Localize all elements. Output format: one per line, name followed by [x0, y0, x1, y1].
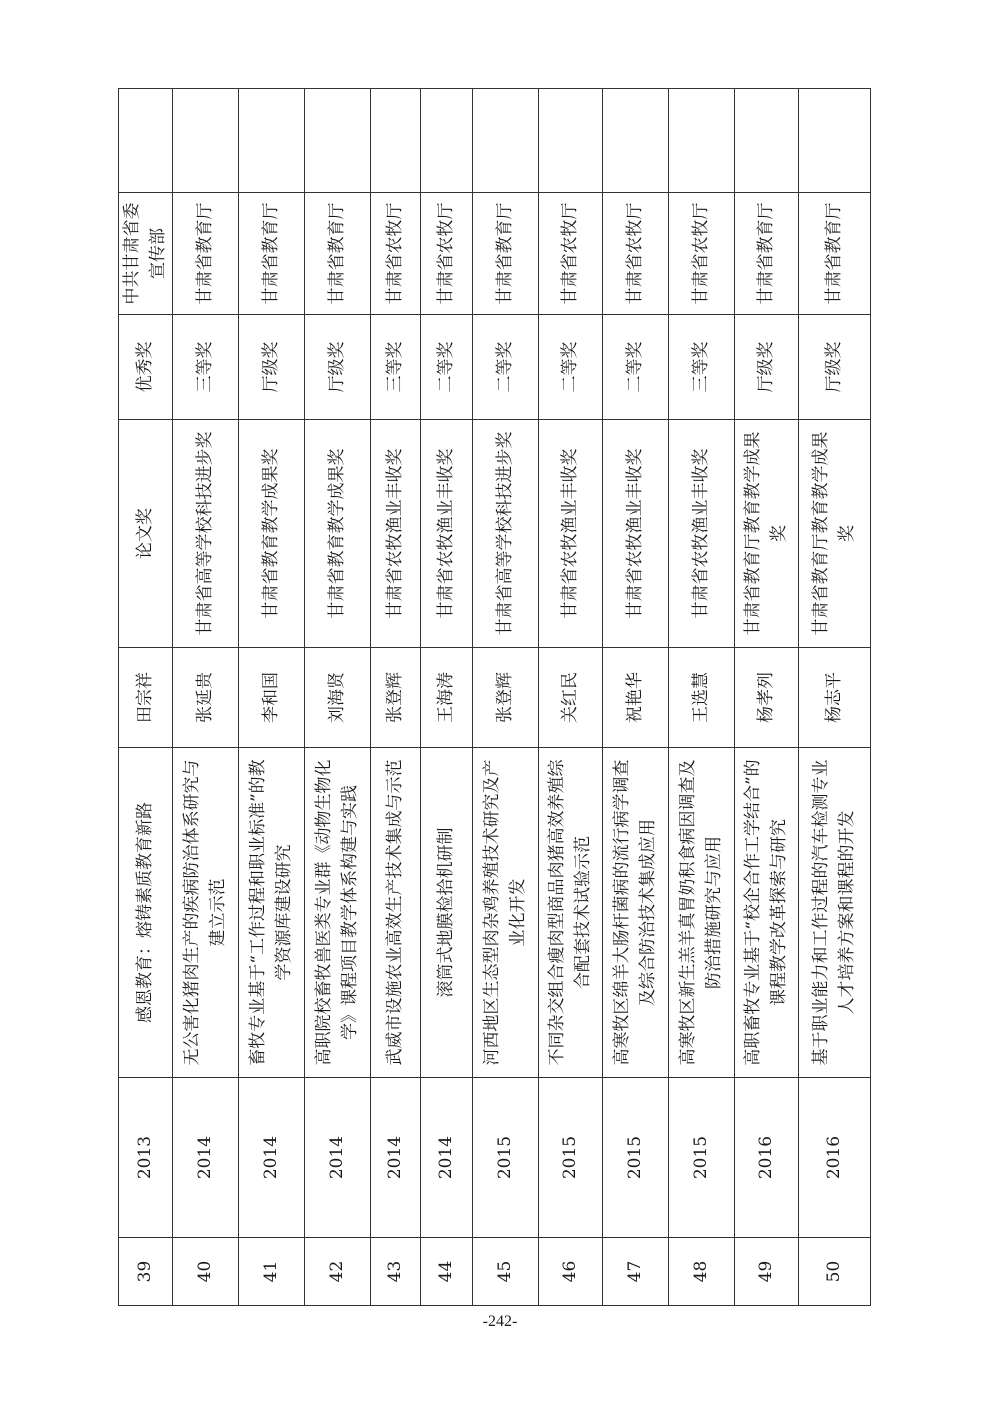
award-level-cell: 厅级奖 [238, 315, 304, 420]
row-number-cell: 50 [798, 1238, 870, 1306]
issuer-cell: 甘肃省农牧厅 [420, 193, 472, 315]
note-cell [172, 89, 238, 193]
award-level-cell: 二等奖 [420, 315, 472, 420]
project-title-cell: 高职院校畜牧兽医类专业群《动物生物化学》课程项目教学体系构建与实践 [304, 748, 370, 1078]
author-cell: 李和国 [238, 648, 304, 748]
author-cell: 张登辉 [472, 648, 538, 748]
award-type-cell: 甘肃省农牧渔业丰收奖 [602, 420, 668, 648]
award-level-cell: 厅级奖 [798, 315, 870, 420]
issuer-cell: 甘肃省教育厅 [472, 193, 538, 315]
issuer-cell: 甘肃省教育厅 [172, 193, 238, 315]
project-title-cell: 畜牧专业基于“工作过程和职业标准”的教学资源库建设研究 [238, 748, 304, 1078]
table-row [304, 89, 370, 1306]
award-level-cell: 三等奖 [370, 315, 420, 420]
row-number-cell: 40 [172, 1238, 238, 1306]
award-level-cell: 二等奖 [472, 315, 538, 420]
project-title-cell: 河西地区生态型肉杂鸡养殖技术研究及产业化开发 [472, 748, 538, 1078]
year-cell: 2013 [119, 1078, 173, 1238]
page-number: -242- [482, 1313, 518, 1330]
year-cell: 2014 [420, 1078, 472, 1238]
award-level-cell: 二等奖 [602, 315, 668, 420]
year-cell: 2015 [602, 1078, 668, 1238]
project-title-cell: 滚筒式地膜检拾机研制 [420, 748, 472, 1078]
author-cell: 田宗祥 [119, 648, 173, 748]
award-type-cell: 甘肃省教育教学成果奖 [304, 420, 370, 648]
award-level-cell: 三等奖 [668, 315, 734, 420]
author-cell: 张登辉 [370, 648, 420, 748]
author-cell: 王海涛 [420, 648, 472, 748]
project-title-cell: 高职畜牧专业基于“校企合作工学结合”的课程教学改革探索与研究 [734, 748, 798, 1078]
award-level-cell: 二等奖 [538, 315, 602, 420]
note-cell [304, 89, 370, 193]
award-type-cell: 甘肃省教育教学成果奖 [238, 420, 304, 648]
award-type-cell: 甘肃省农牧渔业丰收奖 [370, 420, 420, 648]
row-number-cell: 45 [472, 1238, 538, 1306]
award-type-cell: 甘肃省教育厅教育教学成果奖 [798, 420, 870, 648]
author-cell: 杨孝列 [734, 648, 798, 748]
table-row [538, 89, 602, 1306]
award-level-cell: 优秀奖 [119, 315, 173, 420]
issuer-cell: 甘肃省教育厅 [304, 193, 370, 315]
issuer-cell: 中共甘肃省委宣传部 [119, 193, 173, 315]
note-cell [734, 89, 798, 193]
award-type-cell: 甘肃省高等学校科技进步奖 [172, 420, 238, 648]
table-row [119, 89, 173, 1306]
table-row [734, 89, 798, 1306]
author-cell: 刘海贤 [304, 648, 370, 748]
author-cell: 关红民 [538, 648, 602, 748]
project-title-cell: 基于职业能力和工作过程的汽车检测专业人才培养方案和课程的开发 [798, 748, 870, 1078]
award-level-cell: 厅级奖 [304, 315, 370, 420]
author-cell: 祝艳华 [602, 648, 668, 748]
issuer-cell: 甘肃省教育厅 [238, 193, 304, 315]
author-cell: 张延贵 [172, 648, 238, 748]
rotated-table-wrapper [118, 89, 868, 1306]
project-title-cell: 高寒牧区新生羔羊真胃奶积食病因调查及防治措施研究与应用 [668, 748, 734, 1078]
year-cell: 2015 [472, 1078, 538, 1238]
row-number-cell: 42 [304, 1238, 370, 1306]
award-type-cell: 论文奖 [119, 420, 173, 648]
table-body [119, 89, 871, 1306]
issuer-cell: 甘肃省农牧厅 [538, 193, 602, 315]
table-row [602, 89, 668, 1306]
row-number-cell: 41 [238, 1238, 304, 1306]
row-number-cell: 43 [370, 1238, 420, 1306]
award-type-cell: 甘肃省教育厅教育教学成果奖 [734, 420, 798, 648]
author-cell: 王选慧 [668, 648, 734, 748]
year-cell: 2016 [798, 1078, 870, 1238]
year-cell: 2014 [304, 1078, 370, 1238]
note-cell [472, 89, 538, 193]
row-number-cell: 44 [420, 1238, 472, 1306]
year-cell: 2015 [668, 1078, 734, 1238]
year-cell: 2015 [538, 1078, 602, 1238]
year-cell: 2016 [734, 1078, 798, 1238]
table-row [798, 89, 870, 1306]
award-type-cell: 甘肃省农牧渔业丰收奖 [538, 420, 602, 648]
note-cell [119, 89, 173, 193]
table-row [238, 89, 304, 1306]
award-level-cell: 厅级奖 [734, 315, 798, 420]
table-row [370, 89, 420, 1306]
note-cell [538, 89, 602, 193]
issuer-cell: 甘肃省农牧厅 [668, 193, 734, 315]
project-title-cell: 感恩教育：熔铸素质教育新路 [119, 748, 173, 1078]
row-number-cell: 48 [668, 1238, 734, 1306]
year-cell: 2014 [238, 1078, 304, 1238]
note-cell [238, 89, 304, 193]
table-row [472, 89, 538, 1306]
issuer-cell: 甘肃省教育厅 [734, 193, 798, 315]
awards-table [118, 88, 871, 1306]
row-number-cell: 47 [602, 1238, 668, 1306]
table-row [420, 89, 472, 1306]
year-cell: 2014 [172, 1078, 238, 1238]
note-cell [602, 89, 668, 193]
row-number-cell: 39 [119, 1238, 173, 1306]
project-title-cell: 无公害化猪肉生产的疾病防治体系研究与建立示范 [172, 748, 238, 1078]
table-row [172, 89, 238, 1306]
award-type-cell: 甘肃省农牧渔业丰收奖 [420, 420, 472, 648]
award-type-cell: 甘肃省农牧渔业丰收奖 [668, 420, 734, 648]
note-cell [370, 89, 420, 193]
author-cell: 杨志平 [798, 648, 870, 748]
award-type-cell: 甘肃省高等学校科技进步奖 [472, 420, 538, 648]
note-cell [668, 89, 734, 193]
issuer-cell: 甘肃省农牧厅 [370, 193, 420, 315]
table-row [668, 89, 734, 1306]
row-number-cell: 46 [538, 1238, 602, 1306]
note-cell [798, 89, 870, 193]
year-cell: 2014 [370, 1078, 420, 1238]
note-cell [420, 89, 472, 193]
award-level-cell: 三等奖 [172, 315, 238, 420]
project-title-cell: 不同杂交组合瘦肉型商品肉猪高效养殖综合配套技术试验示范 [538, 748, 602, 1078]
project-title-cell: 武威市设施农业高效生产技术集成与示范 [370, 748, 420, 1078]
project-title-cell: 高寒牧区绵羊大肠杆菌病的流行病学调查及综合防治技术集成应用 [602, 748, 668, 1078]
issuer-cell: 甘肃省农牧厅 [602, 193, 668, 315]
row-number-cell: 49 [734, 1238, 798, 1306]
issuer-cell: 甘肃省教育厅 [798, 193, 870, 315]
